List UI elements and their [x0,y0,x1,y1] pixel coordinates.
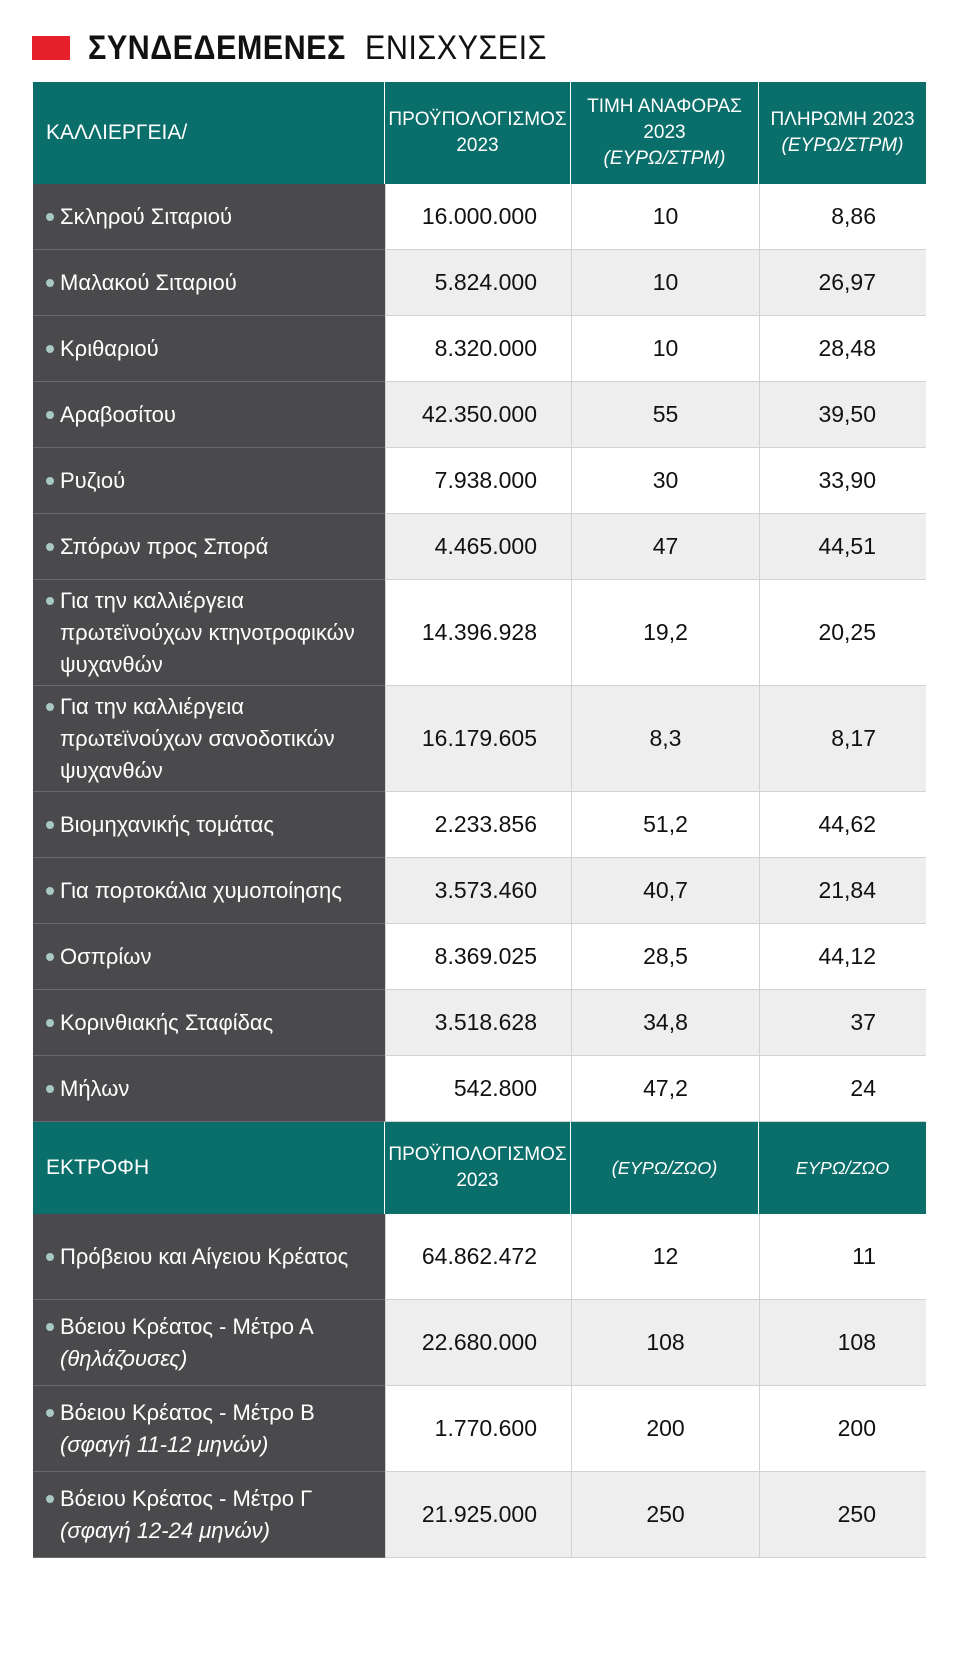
row-label-text: Βόειου Κρέατος - Μέτρο Γ [60,1485,313,1511]
reference-price-cell: 47 [571,514,759,580]
bullet-icon-wrap [46,531,60,563]
row-label [46,267,237,299]
row-label-cell [33,250,385,316]
table-row [33,924,926,990]
bullet-icon-wrap [46,267,60,299]
table-row [33,1300,926,1386]
bullet-icon [46,1085,54,1093]
row-label-text: Σπόρων προς Σπορά [60,533,269,559]
bullet-icon-wrap [46,809,60,841]
budget-cell: 14.396.928 [385,580,571,686]
row-label-text: Για πορτοκάλια χυμοποίησης [60,877,342,903]
title-red-square-icon [32,36,70,60]
bullet-icon [46,887,54,895]
bullet-icon [46,703,54,711]
budget-cell: 22.680.000 [385,1300,571,1386]
bullet-icon [46,1323,54,1331]
payment-cell: 24 [759,1056,926,1122]
budget-cell: 542.800 [385,1056,571,1122]
bullet-icon [46,1019,54,1027]
budget-cell: 3.518.628 [385,990,571,1056]
payment-cell: 8,86 [759,184,926,250]
row-label-cell [33,686,385,792]
livestock-header-col2-line1: ΠΡΟΫΠΟΛΟΓΙΣΜΟΣ [388,1144,567,1165]
crop-header-col3-line2: 2023 [643,122,686,143]
table-row [33,580,926,686]
reference-price-cell: 250 [571,1472,759,1558]
crop-header-col4 [759,82,926,184]
row-label-text: Βιομηχανικής τομάτας [60,811,274,837]
bullet-icon [46,345,54,353]
payment-cell: 44,12 [759,924,926,990]
bullet-icon-wrap [46,399,60,431]
bullet-icon-wrap [46,1311,60,1343]
reference-price-cell: 10 [571,316,759,382]
row-label-cell [33,1056,385,1122]
bullet-icon [46,477,54,485]
budget-cell: 16.000.000 [385,184,571,250]
row-label-text: Πρόβειου και Αίγειου Κρέατος [60,1243,349,1269]
payment-cell: 11 [759,1214,926,1300]
row-label-cell [33,1472,385,1558]
payment-cell: 44,51 [759,514,926,580]
livestock-header-row [33,1122,926,1214]
table-row [33,184,926,250]
payment-cell: 44,62 [759,792,926,858]
row-label-cell [33,1386,385,1472]
crop-header-col1: ΚΑΛΛΙΕΡΓΕΙΑ/ [33,82,385,184]
bullet-icon-wrap [46,941,60,973]
crop-header-col3 [571,82,759,184]
row-label [46,1073,129,1105]
row-label-cell [33,792,385,858]
bullet-icon-wrap [46,1241,60,1273]
bullet-icon [46,1409,54,1417]
budget-cell: 64.862.472 [385,1214,571,1300]
row-label-text: Βόειου Κρέατος - Μέτρο Β [60,1399,315,1425]
reference-price-cell: 10 [571,250,759,316]
table-row [33,382,926,448]
row-label-text: Ρυζιού [60,467,126,493]
bullet-icon [46,279,54,287]
payment-cell: 250 [759,1472,926,1558]
subsidies-table [33,82,926,1558]
crop-header-col4-unit: (ΕΥΡΩ/ΣΤΡΜ) [781,135,904,156]
budget-cell: 42.350.000 [385,382,571,448]
row-label-cell [33,580,385,686]
bullet-icon-wrap [46,465,60,497]
livestock-header-col4: ΕΥΡΩ/ΖΩΟ [759,1122,926,1214]
table-row [33,990,926,1056]
reference-price-cell: 200 [571,1386,759,1472]
row-label [46,691,385,787]
row-label-text: Για την καλλιέργεια πρωτεϊνούχων κτηνοτροφικών ψυχανθών [60,587,355,677]
bullet-icon [46,1253,54,1261]
reference-price-cell: 108 [571,1300,759,1386]
row-label-text: Βόειου Κρέατος - Μέτρο Α [60,1313,314,1339]
row-label-cell [33,858,385,924]
row-label [46,1241,348,1273]
budget-cell: 16.179.605 [385,686,571,792]
reference-price-cell: 10 [571,184,759,250]
row-label-text: Σκληρού Σιταριού [60,203,232,229]
bullet-icon [46,1495,54,1503]
budget-cell: 2.233.856 [385,792,571,858]
row-label-cell [33,514,385,580]
bullet-icon-wrap [46,875,60,907]
bullet-icon-wrap [46,585,60,617]
row-label [46,399,176,431]
row-label-text: Μαλακού Σιταριού [60,269,237,295]
table-row [33,1386,926,1472]
reference-price-cell: 30 [571,448,759,514]
crop-header-col2-line1: ΠΡΟΫΠΟΛΟΓΙΣΜΟΣ [388,109,567,130]
budget-cell: 8.320.000 [385,316,571,382]
crop-header-row [33,82,926,184]
bullet-icon-wrap [46,1007,60,1039]
payment-cell: 37 [759,990,926,1056]
table-row [33,858,926,924]
title-light-text: ΕΝΙΣΧΥΣΕΙΣ [364,28,547,67]
row-label-text: Οσπρίων [60,943,152,969]
payment-cell: 108 [759,1300,926,1386]
livestock-header-col2-line2: 2023 [456,1170,499,1191]
row-label-text: Κριθαριού [60,335,159,361]
bullet-icon [46,411,54,419]
row-label-note: (θηλάζουσες) [60,1345,188,1371]
reference-price-cell: 34,8 [571,990,759,1056]
row-label-cell [33,448,385,514]
livestock-header-col3: (ΕΥΡΩ/ΖΩΟ) [571,1122,759,1214]
row-label [46,1007,273,1039]
row-label [46,875,342,907]
payment-cell: 200 [759,1386,926,1472]
reference-price-cell: 55 [571,382,759,448]
reference-price-cell: 47,2 [571,1056,759,1122]
bullet-icon [46,597,54,605]
bullet-icon [46,213,54,221]
bullet-icon-wrap [46,691,60,723]
reference-price-cell: 51,2 [571,792,759,858]
payment-cell: 21,84 [759,858,926,924]
page-title [32,26,567,70]
payment-cell: 39,50 [759,382,926,448]
row-label-text: Αραβοσίτου [60,401,176,427]
row-label [46,809,274,841]
row-label [46,531,268,563]
bullet-icon [46,953,54,961]
row-label-cell [33,382,385,448]
reference-price-cell: 28,5 [571,924,759,990]
table-row [33,1472,926,1558]
payment-cell: 28,48 [759,316,926,382]
table-row [33,1056,926,1122]
crop-rows [33,184,926,1122]
payment-cell: 20,25 [759,580,926,686]
table-row [33,792,926,858]
reference-price-cell: 8,3 [571,686,759,792]
reference-price-cell: 19,2 [571,580,759,686]
row-label [46,201,232,233]
row-label [46,465,125,497]
payment-cell: 33,90 [759,448,926,514]
row-label-cell [33,1300,385,1386]
crop-header-col2 [385,82,571,184]
title-bold-text: ΣΥΝΔΕΔΕΜΕΝΕΣ [88,28,346,67]
bullet-icon-wrap [46,1483,60,1515]
table-row [33,1214,926,1300]
table-row [33,686,926,792]
budget-cell: 3.573.460 [385,858,571,924]
bullet-icon-wrap [46,1073,60,1105]
row-label-text: Κορινθιακής Σταφίδας [60,1009,274,1035]
reference-price-cell: 12 [571,1214,759,1300]
payment-cell: 8,17 [759,686,926,792]
bullet-icon [46,821,54,829]
crop-header-col3-line1: ΤΙΜΗ ΑΝΑΦΟΡΑΣ [587,96,742,117]
payment-cell: 26,97 [759,250,926,316]
table-row [33,316,926,382]
row-label-cell [33,1214,385,1300]
row-label [46,585,385,681]
budget-cell: 7.938.000 [385,448,571,514]
row-label-text: Μήλων [60,1075,130,1101]
livestock-header-col2 [385,1122,571,1214]
row-label-cell [33,316,385,382]
bullet-icon [46,543,54,551]
row-label-cell [33,924,385,990]
bullet-icon-wrap [46,201,60,233]
budget-cell: 5.824.000 [385,250,571,316]
table-row [33,448,926,514]
reference-price-cell: 40,7 [571,858,759,924]
row-label [46,1311,314,1375]
row-label [46,1397,315,1461]
bullet-icon-wrap [46,333,60,365]
budget-cell: 21.925.000 [385,1472,571,1558]
row-label-cell [33,184,385,250]
row-label-note: (σφαγή 11-12 μηνών) [60,1431,269,1457]
row-label-cell [33,990,385,1056]
row-label [46,1483,312,1547]
budget-cell: 8.369.025 [385,924,571,990]
crop-header-col4-line1: ΠΛΗΡΩΜΗ 2023 [770,109,915,130]
table-row [33,514,926,580]
row-label-note: (σφαγή 12-24 μηνών) [60,1517,270,1543]
row-label [46,333,159,365]
row-label-text: Για την καλλιέργεια πρωτεϊνούχων σανοδοτικών ψυχανθών [60,693,335,783]
crop-header-col3-unit: (ΕΥΡΩ/ΣΤΡΜ) [603,148,726,169]
livestock-rows [33,1214,926,1558]
crop-header-col2-line2: 2023 [456,135,499,156]
table-row [33,250,926,316]
budget-cell: 4.465.000 [385,514,571,580]
row-label [46,941,151,973]
bullet-icon-wrap [46,1397,60,1429]
livestock-header-col1: ΕΚΤΡΟΦΗ [33,1122,385,1214]
budget-cell: 1.770.600 [385,1386,571,1472]
